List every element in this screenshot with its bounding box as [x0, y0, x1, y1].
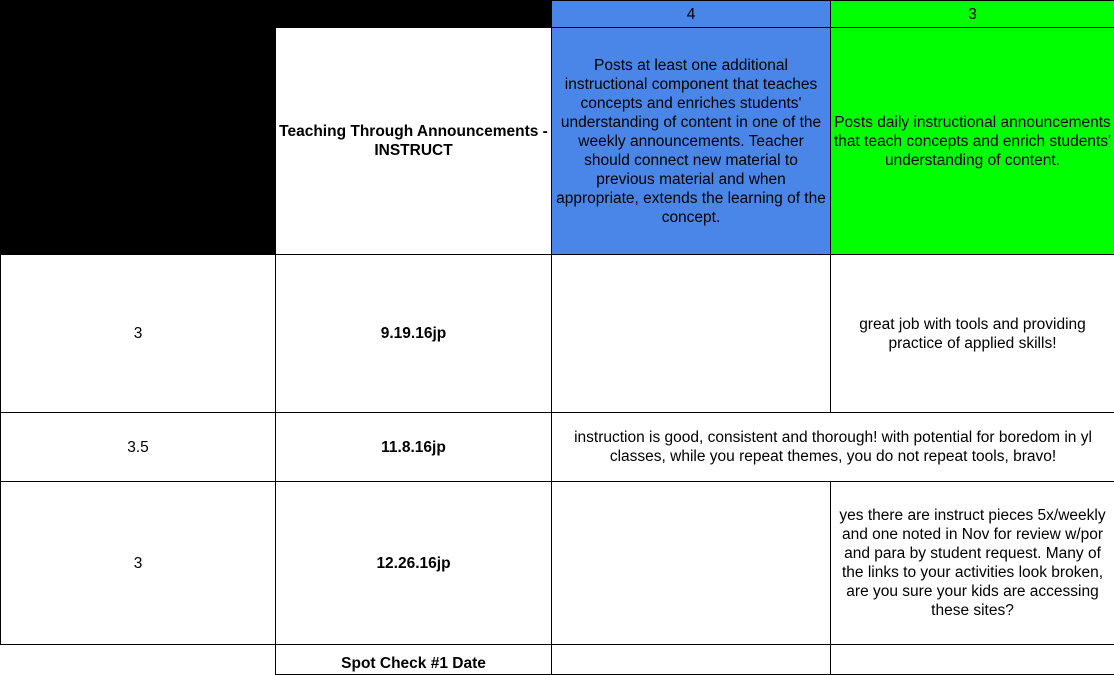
table-row [1, 255, 1114, 413]
spot-check-label-cell[interactable] [276, 645, 552, 675]
level-header-row [1, 1, 1114, 28]
empty-cell[interactable] [552, 645, 831, 675]
level-3-comment-cell[interactable]: great job with tools and providing practice of applied skills! [831, 255, 1114, 413]
date-cell[interactable]: 11.8.16jp [276, 413, 552, 482]
criterion-title-cell[interactable]: Teaching Through Announcements - INSTRUCT [276, 28, 552, 255]
table-row [1, 413, 1114, 482]
score-cell[interactable]: 3 [1, 482, 276, 645]
date-cell[interactable]: 12.26.16jp [276, 482, 552, 645]
empty-cell[interactable] [831, 645, 1114, 675]
level-3-cell[interactable]: 3 [831, 1, 1114, 28]
header-blank-cell[interactable] [276, 1, 552, 28]
criterion-row [1, 28, 1114, 255]
level-3-comment-cell[interactable]: yes there are instruct pieces 5x/weekly and one noted in Nov for review w/por and para by student request. Many of the links to your activities look broken, are you sure your kids are accessing these sites? [831, 482, 1114, 645]
score-cell[interactable]: 3 [1, 255, 276, 413]
date-cell[interactable]: 9.19.16jp [276, 255, 552, 413]
black-cell[interactable] [1, 28, 276, 255]
level-4-description-cell[interactable]: Posts at least one additional instructional component that teaches concepts and enriches students' understanding of content in one of the weekly announcements. Teacher should connect new material to previous material and when appropriate, extends the learning of the concept. [552, 28, 831, 255]
table-row [1, 482, 1114, 645]
level-3-description-cell[interactable]: Posts daily instructional announcements that teach concepts and enrich students' understanding of content. [831, 28, 1114, 255]
score-cell[interactable]: 3.5 [1, 413, 276, 482]
empty-cell[interactable] [1, 645, 276, 675]
merged-comment-cell[interactable]: instruction is good, consistent and thorough! with potential for boredom in yl classes, while you repeat themes, you do not repeat tools, bravo! [552, 413, 1114, 482]
level-4-comment-cell[interactable] [552, 482, 831, 645]
level-4-cell[interactable]: 4 [552, 1, 831, 28]
spot-check-label: Spot Check #1 Date [279, 654, 548, 673]
partial-row [1, 645, 1114, 675]
level-4-comment-cell[interactable] [552, 255, 831, 413]
header-blank-cell[interactable] [1, 1, 276, 28]
